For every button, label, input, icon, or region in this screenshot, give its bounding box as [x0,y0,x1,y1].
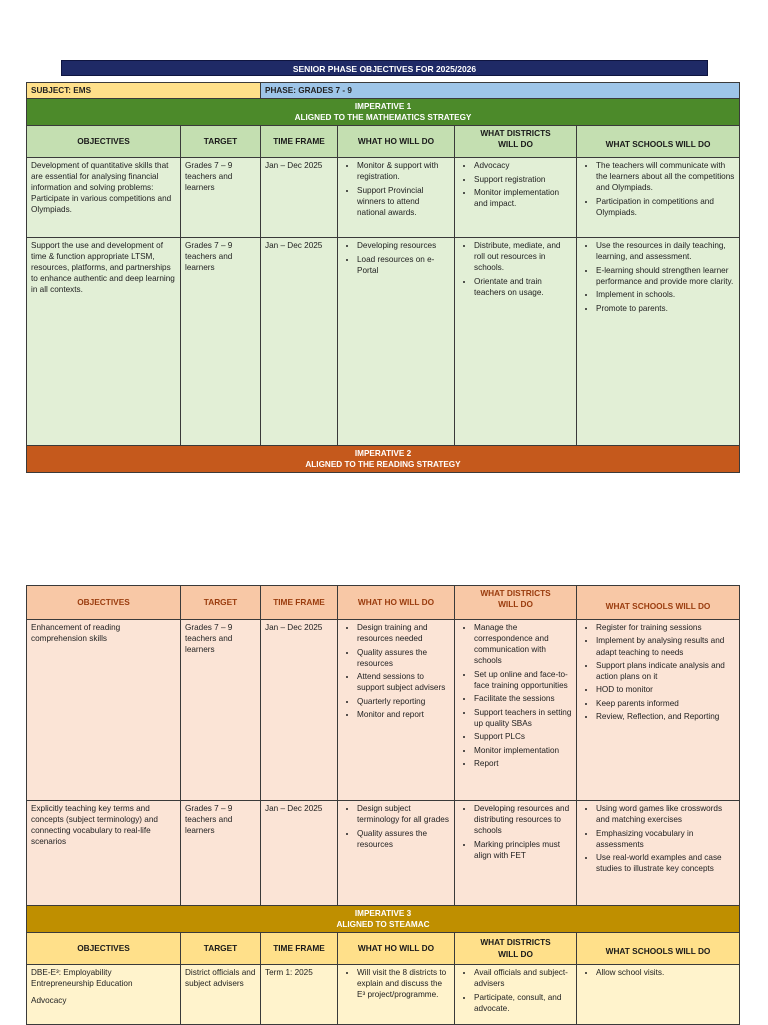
districts-cell: • Distribute, mediate, and roll out resources in schools. • Orientate and train teachers on usage. [455,238,577,446]
header-ho: WHAT HO WILL DO [338,933,455,965]
ho-cell: • Will visit the 8 districts to explain and discuss the E³ project/programme. [338,965,455,1025]
header-schools: WHAT SCHOOLS WILL DO [577,126,740,158]
ho-cell: • Developing resources • Load resources on e-Portal [338,238,455,446]
schools-cell: • Using word games like crosswords and matching exercises • Emphasizing vocabulary in assessments • Use real-world examples and case studies to illustrate key concepts [577,801,740,906]
districts-cell: • Developing resources and distributing resources to schools • Marking principles must align with FET [455,801,577,906]
objective-cell: Enhancement of reading comprehension skills [27,620,181,801]
objectives-table-page1 [26,82,740,473]
objective-cell: Explicitly teaching key terms and concepts (subject terminology) and connecting vocabulary to real-life scenarios [27,801,181,906]
target-cell: Grades 7 – 9 teachers and learners [181,158,261,238]
header-target: TARGET [181,933,261,965]
ho-cell: • Monitor & support with registration. • Support Provincial winners to attend national awards. [338,158,455,238]
imperative-3-banner: IMPERATIVE 3 ALIGNED TO STEAMAC [27,906,740,933]
schools-cell: • Use the resources in daily teaching, learning, and assessment. • E-learning should strengthen learner performance and provide more clarity. • Implement in schools. • Promote to parents. [577,238,740,446]
header-districts: WHAT DISTRICTS WILL DO [455,586,577,620]
document-title: SENIOR PHASE OBJECTIVES FOR 2025/2026 [61,60,708,76]
districts-cell: • Avail officials and subject-advisers • Participate, consult, and advocate. [455,965,577,1025]
districts-cell: • Manage the correspondence and communication with schools • Set up online and face-to-face training opportunities • Facilitate the sessions • Support teachers in setting up quality SBAs • Support PLCs • Monitor implementation • Report [455,620,577,801]
target-cell: Grades 7 – 9 teachers and learners [181,238,261,446]
schools-cell: • Allow school visits. [577,965,740,1025]
schools-cell: • Register for training sessions • Implement by analysing results and adapt teaching to needs • Support plans indicate analysis and action plans on it • HOD to monitor • Keep parents informed • Review, Reflection, and Reporting [577,620,740,801]
objective-cell: Development of quantitative skills that are essential for analysing financial information and solving problems: Participate in various competitions and Olympiads. [27,158,181,238]
header-time-frame: TIME FRAME [261,933,338,965]
schools-cell: • The teachers will communicate with the learners about all the competitions and Olympiads. • Participation in competitions and Olympiads. [577,158,740,238]
time-frame-cell: Jan – Dec 2025 [261,158,338,238]
target-cell: Grades 7 – 9 teachers and learners [181,620,261,801]
header-ho: WHAT HO WILL DO [338,586,455,620]
header-objectives: OBJECTIVES [27,586,181,620]
objective-cell: DBE-E³: Employability Entrepreneurship Education Advocacy [27,965,181,1025]
target-cell: District officials and subject advisers [181,965,261,1025]
ho-cell: • Design subject terminology for all grades • Quality assures the resources [338,801,455,906]
header-objectives: OBJECTIVES [27,126,181,158]
objectives-table-page2 [26,585,740,1025]
header-districts: WHAT DISTRICTS WILL DO [455,126,577,158]
imperative-2-banner: IMPERATIVE 2 ALIGNED TO THE READING STRATEGY [27,446,740,473]
header-objectives: OBJECTIVES [27,933,181,965]
header-target: TARGET [181,586,261,620]
header-districts: WHAT DISTRICTS WILL DO [455,933,577,965]
header-schools: WHAT SCHOOLS WILL DO [577,933,740,965]
time-frame-cell: Jan – Dec 2025 [261,801,338,906]
objective-cell: Support the use and development of time & function appropriate LTSM, resources, platforms, and partnerships to enhance authentic and deep learning in all contexts. [27,238,181,446]
districts-cell: • Advocacy • Support registration • Monitor implementation and impact. [455,158,577,238]
time-frame-cell: Jan – Dec 2025 [261,620,338,801]
header-schools: WHAT SCHOOLS WILL DO [577,586,740,620]
target-cell: Grades 7 – 9 teachers and learners [181,801,261,906]
time-frame-cell: Jan – Dec 2025 [261,238,338,446]
subject-label: SUBJECT: EMS [27,83,261,99]
header-time-frame: TIME FRAME [261,586,338,620]
imperative-1-banner: IMPERATIVE 1 ALIGNED TO THE MATHEMATICS STRATEGY [27,99,740,126]
phase-label: PHASE: GRADES 7 - 9 [261,83,740,99]
time-frame-cell: Term 1: 2025 [261,965,338,1025]
header-time-frame: TIME FRAME [261,126,338,158]
header-target: TARGET [181,126,261,158]
header-ho: WHAT HO WILL DO [338,126,455,158]
ho-cell: • Design training and resources needed • Quality assures the resources • Attend sessions to support subject advisers • Quarterly reporting • Monitor and report [338,620,455,801]
